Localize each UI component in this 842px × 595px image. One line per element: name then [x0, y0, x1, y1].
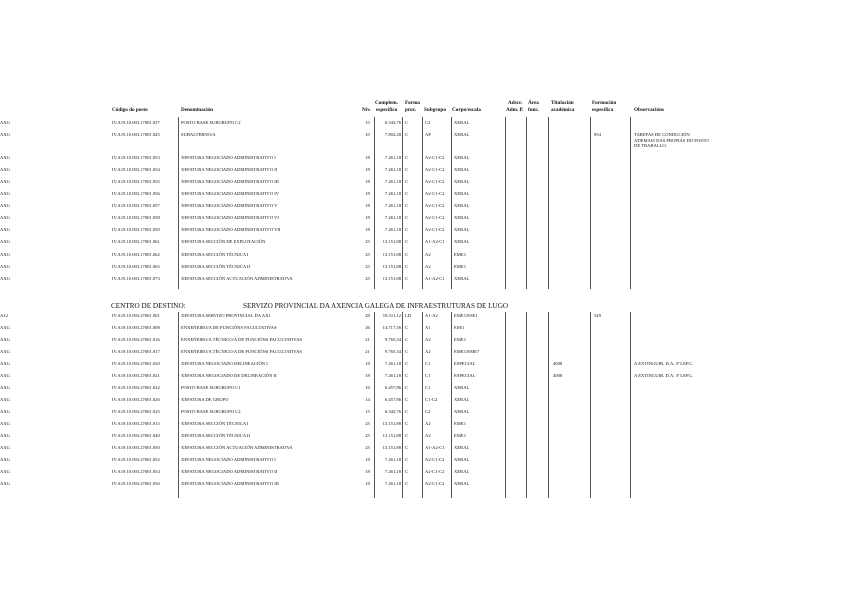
cell-forma: C [405, 385, 409, 390]
cell-complemento: 6.457,86 [384, 397, 401, 402]
cell-corpo: XERAL [454, 179, 470, 184]
cell-denominacion: XEFATURA SECCIÓN TÉCNICA II [181, 264, 251, 269]
cell-denominacion: POSTO BASE SUBGRUPO C2 [181, 120, 241, 125]
header-formacion-1: Formación [592, 100, 617, 106]
cell-forma: C [405, 203, 409, 208]
cell-complemento: 13.151,88 [382, 421, 401, 426]
table-row [0, 430, 842, 442]
cell-denominacion: POSTO BASE SUBGRUPO C1 [181, 385, 241, 390]
header-formacion-2: específica [592, 107, 614, 113]
cell-denominacion: XEFATURA NEGOCIADO ADMINISTRATIVO VII [181, 227, 281, 232]
cell-corpo: XERAL [454, 385, 470, 390]
cell-adscripcion: AXG [0, 203, 10, 208]
cell-subgrupo: C2 [425, 409, 431, 414]
cell-nivel: 10 [365, 132, 370, 137]
header-subgrupo: Subgrupo [424, 107, 446, 113]
cell-denominacion: XEFATURA NEGOCIADO ADMINISTRATIVO V [181, 203, 278, 208]
cell-complemento: 6.457,86 [384, 385, 401, 390]
cell-complemento: 13.151,88 [382, 264, 401, 269]
cell-forma: C [405, 155, 409, 160]
cell-forma: C [405, 361, 409, 366]
cell-codigo: IV.A19.10.003.17001.045 [112, 132, 160, 137]
cell-codigo: IV.A19.10.003.17001.056 [112, 191, 160, 196]
cell-denominacion: XEFATURA SECCIÓN ACTUACIÓN ADMINISTRATIVA [181, 276, 293, 281]
header-titulacion-2: académica [551, 107, 575, 113]
cell-nivel: 18 [365, 191, 370, 196]
cell-formacion: 954 [594, 132, 601, 137]
table-row [0, 249, 842, 261]
cell-codigo: IV.A19.10.003.17001.065 [112, 264, 160, 269]
cell-adscripcion: AXG [0, 469, 10, 474]
cell-forma: C [405, 469, 409, 474]
cell-adscripcion: AXG [0, 132, 10, 137]
cell-codigo: IV.A19.10.003.17001.061 [112, 239, 160, 244]
cell-corpo: XERAL [454, 120, 470, 125]
cell-adscripcion: AXG [0, 325, 10, 330]
cell-subgrupo: C1 [425, 373, 431, 378]
cell-subgrupo: A2 [425, 421, 431, 426]
table-row [0, 442, 842, 454]
cell-subgrupo: A1-A2-C1 [425, 445, 445, 450]
cell-denominacion: ENXEÑEIRO/A DE FUNCIÓNS FACULTATIVAS [181, 325, 277, 330]
cell-complemento: 7.261,18 [384, 155, 401, 160]
cell-complemento: 7.261,18 [384, 167, 401, 172]
cell-forma: C [405, 397, 409, 402]
header-adscr-2: Adm. P. [506, 107, 524, 113]
table-row [0, 188, 842, 200]
cell-forma: C [405, 373, 409, 378]
cell-subgrupo: A2 [425, 264, 431, 269]
cell-adscripcion: AXG [0, 120, 10, 125]
cell-nivel: 28 [365, 313, 370, 318]
cell-subgrupo: C1 [425, 361, 431, 366]
header-forma-2: prov. [405, 107, 417, 113]
cell-codigo: IV.A19.10.003.27001.050 [112, 445, 160, 450]
cell-denominacion: SUBALTERNO/A [181, 132, 216, 137]
cell-codigo: IV.A19.10.003.17001.055 [112, 179, 160, 184]
cell-codigo: IV.A19.10.003.17001.058 [112, 215, 160, 220]
header-titulacion-1: Titulación [551, 100, 574, 106]
cell-denominacion: XEFATURA SECCIÓN DE EXPLOTACIÓN [181, 239, 266, 244]
table-row [0, 176, 842, 188]
cell-adscripcion: AXG [0, 239, 10, 244]
cell-corpo: XERAL [454, 191, 470, 196]
cell-denominacion: XEFATURA NEGOCIADO ADMINISTRATIVO I [181, 457, 276, 462]
cell-subgrupo: A2-C1-C2 [425, 481, 445, 486]
cell-denominacion: XEFATURA SECCIÓN TÉCNICA I [181, 252, 249, 257]
cell-complemento: 6.343,76 [384, 409, 401, 414]
cell-corpo: XERAL [454, 445, 470, 450]
cell-adscripcion: AXG [0, 397, 10, 402]
cell-codigo: IV.A19.10.003.17001.073 [112, 276, 160, 281]
cell-subgrupo: A2 [425, 252, 431, 257]
cell-corpo: XERAL [454, 457, 470, 462]
cell-forma: C [405, 239, 409, 244]
table-row [0, 261, 842, 273]
cell-nivel: 18 [365, 203, 370, 208]
cell-subgrupo: A1-A2-C1 [425, 239, 445, 244]
cell-complemento: 7.261,18 [384, 227, 401, 232]
cell-subgrupo: C2 [425, 120, 431, 125]
cell-nivel: 18 [365, 215, 370, 220]
cell-corpo: EME1 [454, 252, 466, 257]
cell-subgrupo: A2-C1-C2 [425, 191, 445, 196]
cell-corpo: EME1/ESE1 [454, 313, 478, 318]
cell-titulacion: 4008 [553, 373, 563, 378]
cell-corpo: XERAL [454, 481, 470, 486]
cell-adscripcion: AXG [0, 215, 10, 220]
cell-complemento: 9.765,34 [384, 337, 401, 342]
cell-complemento: 7.261,18 [384, 373, 401, 378]
cell-denominacion: XEFATURA SECCIÓN TÉCNICA I [181, 421, 249, 426]
cell-codigo: IV.A19.10.003.17001.057 [112, 203, 160, 208]
cell-denominacion: ENXEÑEIRO/A TÉCNICO/A DE FUNCIÓNS FACULTATIVAS [181, 337, 302, 342]
cell-subgrupo: A2 [425, 337, 431, 342]
table-row [0, 370, 842, 382]
cell-subgrupo: A2 [425, 349, 431, 354]
cell-corpo: XERAL [454, 155, 470, 160]
cell-nivel: 25 [365, 421, 370, 426]
cell-adscripcion: AXG [0, 373, 10, 378]
table-row [0, 129, 842, 149]
cell-forma: C [405, 276, 409, 281]
cell-observacions: TAREFAS DE CONDUCIÓN ADEMAIS DAS PROPIAS DO POSTO DE TRABALLO. [634, 132, 709, 149]
cell-adscripcion: AXG [0, 264, 10, 269]
table-row [0, 382, 842, 394]
cell-forma: LD [405, 313, 412, 318]
cell-denominacion: XEFATURA SECCIÓN TÉCNICA II [181, 433, 251, 438]
cell-nivel: 18 [365, 469, 370, 474]
cell-codigo: IV.A19.10.003.27001.052 [112, 457, 160, 462]
table-row [0, 478, 842, 490]
cell-adscripcion: AXG [0, 227, 10, 232]
cell-codigo: IV.A19.10.003.27001.021 [112, 373, 160, 378]
cell-codigo: IV.A19.10.003.17001.053 [112, 155, 160, 160]
cell-forma: C [405, 409, 409, 414]
cell-corpo: XERAL [454, 203, 470, 208]
cell-corpo: EME1/EME7 [454, 349, 480, 354]
cell-complemento: 13.151,88 [382, 445, 401, 450]
cell-forma: C [405, 325, 409, 330]
cell-complemento: 7.261,18 [384, 179, 401, 184]
cell-codigo: IV.A19.10.003.17001.062 [112, 252, 160, 257]
cell-corpo: XERAL [454, 469, 470, 474]
cell-nivel: 21 [365, 349, 370, 354]
cell-corpo: XERAL [454, 239, 470, 244]
header-forma-1: Forma [405, 100, 420, 106]
cell-forma: C [405, 421, 409, 426]
header-denominacion: Denominación [181, 107, 213, 113]
cell-corpo: ESPECIAL [454, 373, 476, 378]
cell-adscripcion: AXG [0, 409, 10, 414]
table-row [0, 310, 842, 322]
cell-subgrupo: A2-C1-C2 [425, 215, 445, 220]
cell-forma: C [405, 167, 409, 172]
table-row [0, 117, 842, 129]
cell-forma: C [405, 264, 409, 269]
cell-nivel: 16 [365, 385, 370, 390]
table-row [0, 273, 842, 285]
cell-adscripcion: AXG [0, 252, 10, 257]
table-row [0, 152, 842, 164]
cell-subgrupo: A2-C1-C2 [425, 167, 445, 172]
cell-subgrupo: A1 [425, 325, 431, 330]
cell-nivel: 14 [365, 397, 370, 402]
table-row [0, 164, 842, 176]
cell-codigo: IV.A19.10.003.27001.022 [112, 385, 160, 390]
header-complemento-2: específico [376, 107, 398, 113]
cell-forma: C [405, 433, 409, 438]
cell-denominacion: XEFATURA DE GRUPO [181, 397, 229, 402]
cell-complemento: 7.261,18 [384, 203, 401, 208]
table-row [0, 418, 842, 430]
cell-corpo: ESE1 [454, 325, 465, 330]
cell-adscripcion: AXG [0, 155, 10, 160]
header-nivel: Nív. [362, 107, 371, 113]
cell-denominacion: POSTO BASE SUBGRUPO C2 [181, 409, 241, 414]
cell-observacions: A EXTINGUIR, D.A. 3ª LEFG. [634, 373, 693, 378]
cell-subgrupo: A2-C1-C2 [425, 155, 445, 160]
header-codigo: Código do posto [112, 107, 148, 113]
cell-complemento: 7.261,18 [384, 215, 401, 220]
table-row [0, 406, 842, 418]
table-row [0, 394, 842, 406]
cell-subgrupo: A2-C1-C2 [425, 457, 445, 462]
cell-codigo: IV.A19.10.003.27001.040 [112, 433, 160, 438]
cell-denominacion: XEFATURA SECCIÓN ACTUACIÓN ADMINISTRATIVA [181, 445, 293, 450]
cell-nivel: 15 [365, 409, 370, 414]
cell-forma: C [405, 457, 409, 462]
cell-subgrupo: A1-A2-C1 [425, 276, 445, 281]
cell-codigo: IV.A19.10.003.17001.054 [112, 167, 160, 172]
cell-nivel: 26 [365, 325, 370, 330]
header-complemento-1: Complem. [375, 100, 398, 106]
cell-adscripcion: AXG [0, 337, 10, 342]
table-row [0, 236, 842, 248]
cell-codigo: IV.A19.10.003.27001.056 [112, 481, 160, 486]
cell-nivel: 18 [365, 457, 370, 462]
cell-complemento: 7.261,18 [384, 457, 401, 462]
cell-forma: C [405, 215, 409, 220]
cell-codigo: IV.A19.10.003.27001.017 [112, 349, 160, 354]
cell-corpo: EME1 [454, 337, 466, 342]
cell-nivel: 15 [365, 120, 370, 125]
cell-complemento: 18.311,12 [382, 313, 401, 318]
cell-subgrupo: A2 [425, 433, 431, 438]
cell-codigo: IV.A19.10.003.17001.037 [112, 120, 160, 125]
cell-complemento: 14.717,56 [382, 325, 401, 330]
cell-adscripcion: AXG [0, 191, 10, 196]
cell-adscripcion: AXG [0, 445, 10, 450]
header-corpo: Corpo/escala [452, 107, 481, 113]
cell-subgrupo: A2-C1-C2 [425, 469, 445, 474]
cell-corpo: XERAL [454, 276, 470, 281]
cell-subgrupo: A2-C1-C2 [425, 179, 445, 184]
cell-complemento: 7.261,18 [384, 481, 401, 486]
cell-corpo: EME1 [454, 433, 466, 438]
cell-complemento: 7.261,18 [384, 469, 401, 474]
header-adscr-1: Adscr. [508, 100, 523, 106]
cell-adscripcion: AXG [0, 457, 10, 462]
cell-complemento: 13.151,88 [382, 239, 401, 244]
table-row [0, 466, 842, 478]
cell-forma: C [405, 481, 409, 486]
cell-subgrupo: AP [425, 132, 431, 137]
cell-denominacion: XEFATURA NEGOCIADO ADMINISTRATIVO III [181, 179, 279, 184]
cell-denominacion: XEFATURA NEGOCIADO ADMINISTRATIVO VI [181, 215, 279, 220]
cell-forma: C [405, 179, 409, 184]
cell-corpo: XERAL [454, 132, 470, 137]
table-row [0, 224, 842, 236]
cell-corpo: XERAL [454, 227, 470, 232]
cell-complemento: 9.765,34 [384, 349, 401, 354]
cell-nivel: 25 [365, 433, 370, 438]
table-row [0, 358, 842, 370]
cell-complemento: 13.151,88 [382, 252, 401, 257]
table-row [0, 212, 842, 224]
cell-observacions: A EXTINGUIR, D.A. 3ª LEFG. [634, 361, 693, 366]
cell-codigo: IV.A19.10.003.17001.059 [112, 227, 160, 232]
cell-nivel: 21 [365, 337, 370, 342]
table-row [0, 346, 842, 358]
cell-nivel: 25 [365, 276, 370, 281]
cell-adscripcion: AXG [0, 385, 10, 390]
cell-corpo: XERAL [454, 215, 470, 220]
cell-nivel: 18 [365, 167, 370, 172]
cell-adscripcion: AXG [0, 421, 10, 426]
cell-forma: C [405, 191, 409, 196]
cell-forma: C [405, 252, 409, 257]
cell-forma: C [405, 337, 409, 342]
cell-forma: C [405, 227, 409, 232]
cell-corpo: EME1 [454, 421, 466, 426]
cell-nivel: 18 [365, 155, 370, 160]
cell-adscripcion: AXG [0, 361, 10, 366]
cell-subgrupo: A2-C1-C2 [425, 203, 445, 208]
cell-nivel: 25 [365, 239, 370, 244]
cell-corpo: XERAL [454, 409, 470, 414]
cell-adscripcion: AXG [0, 481, 10, 486]
cell-nivel: 18 [365, 227, 370, 232]
cell-codigo: IV.A19.10.003.27001.054 [112, 469, 160, 474]
cell-adscripcion: A12 [0, 313, 8, 318]
cell-corpo: EME1 [454, 264, 466, 269]
cell-subgrupo: C1-C2 [425, 397, 438, 402]
cell-complemento: 13.151,88 [382, 276, 401, 281]
centro-destino-label: CENTRO DE DESTINO: [111, 302, 186, 310]
cell-nivel: 18 [365, 361, 370, 366]
cell-subgrupo: C1 [425, 385, 431, 390]
header-area-2: func. [528, 107, 540, 113]
cell-denominacion: XEFATURA SERVIZO PROVINCIAL DA AXI [181, 313, 270, 318]
cell-adscripcion: AXG [0, 276, 10, 281]
header-area-1: Área [528, 100, 539, 106]
table-row [0, 200, 842, 212]
cell-nivel: 18 [365, 179, 370, 184]
cell-forma: C [405, 445, 409, 450]
cell-subgrupo: A1-A2 [425, 313, 438, 318]
cell-complemento: 13.151,88 [382, 433, 401, 438]
cell-denominacion: XEFATURA NEGOCIADO ADMINISTRATIVO IV [181, 191, 280, 196]
cell-corpo: XERAL [454, 397, 470, 402]
table-row [0, 322, 842, 334]
cell-titulacion: 4008 [553, 361, 563, 366]
table-row [0, 334, 842, 346]
table-row [0, 454, 842, 466]
cell-adscripcion: AXG [0, 167, 10, 172]
cell-denominacion: XEFATURA NEGOCIADO ADMINISTRATIVO II [181, 469, 278, 474]
cell-denominacion: ENXEÑEIRO/A TÉCNICO/A DE FUNCIÓNS FACULTATIVAS [181, 349, 302, 354]
cell-nivel: 25 [365, 252, 370, 257]
cell-denominacion: XEFATURA NEGOCIADO ADMINISTRATIVO III [181, 481, 279, 486]
cell-codigo: IV.A19.10.003.27001.015 [112, 421, 160, 426]
cell-forma: C [405, 132, 409, 137]
cell-corpo: ESPECIAL [454, 361, 476, 366]
cell-denominacion: XEFATURA NEGOCIADO DELINEACIÓN I [181, 361, 268, 366]
cell-codigo: IV.A19.10.003.27001.025 [112, 409, 160, 414]
cell-subgrupo: A2-C1-C2 [425, 227, 445, 232]
cell-denominacion: XEFATURA NEGOCIADO DE DELINEACIÓN II [181, 373, 277, 378]
cell-codigo: IV.A19.10.003.27001.001 [112, 313, 160, 318]
cell-adscripcion: AXG [0, 179, 10, 184]
cell-complemento: 6.343,76 [384, 120, 401, 125]
cell-codigo: IV.A19.10.003.27001.026 [112, 397, 160, 402]
cell-nivel: 25 [365, 264, 370, 269]
cell-complemento: 7.802,28 [384, 132, 401, 137]
cell-codigo: IV.A19.10.003.27001.020 [112, 361, 160, 366]
cell-nivel: 18 [365, 481, 370, 486]
cell-denominacion: XEFATURA NEGOCIADO ADMINISTRATIVO II [181, 167, 278, 172]
cell-codigo: IV.A19.10.003.27001.008 [112, 325, 160, 330]
cell-adscripcion: AXG [0, 349, 10, 354]
cell-formacion: 549 [594, 313, 601, 318]
cell-forma: C [405, 349, 409, 354]
centro-destino-name: SERVIZO PROVINCIAL DA AXENCIA GALEGA DE INFRAESTRUTURAS DE LUGO [243, 302, 509, 310]
cell-nivel: 25 [365, 445, 370, 450]
cell-denominacion: XEFATURA NEGOCIADO ADMINISTRATIVO I [181, 155, 276, 160]
cell-forma: C [405, 120, 409, 125]
cell-complemento: 7.261,18 [384, 361, 401, 366]
cell-corpo: XERAL [454, 167, 470, 172]
cell-codigo: IV.A19.10.003.27001.016 [112, 337, 160, 342]
cell-nivel: 18 [365, 373, 370, 378]
header-observacions: Observacións [634, 107, 664, 113]
cell-adscripcion: AXG [0, 433, 10, 438]
cell-complemento: 7.261,18 [384, 191, 401, 196]
